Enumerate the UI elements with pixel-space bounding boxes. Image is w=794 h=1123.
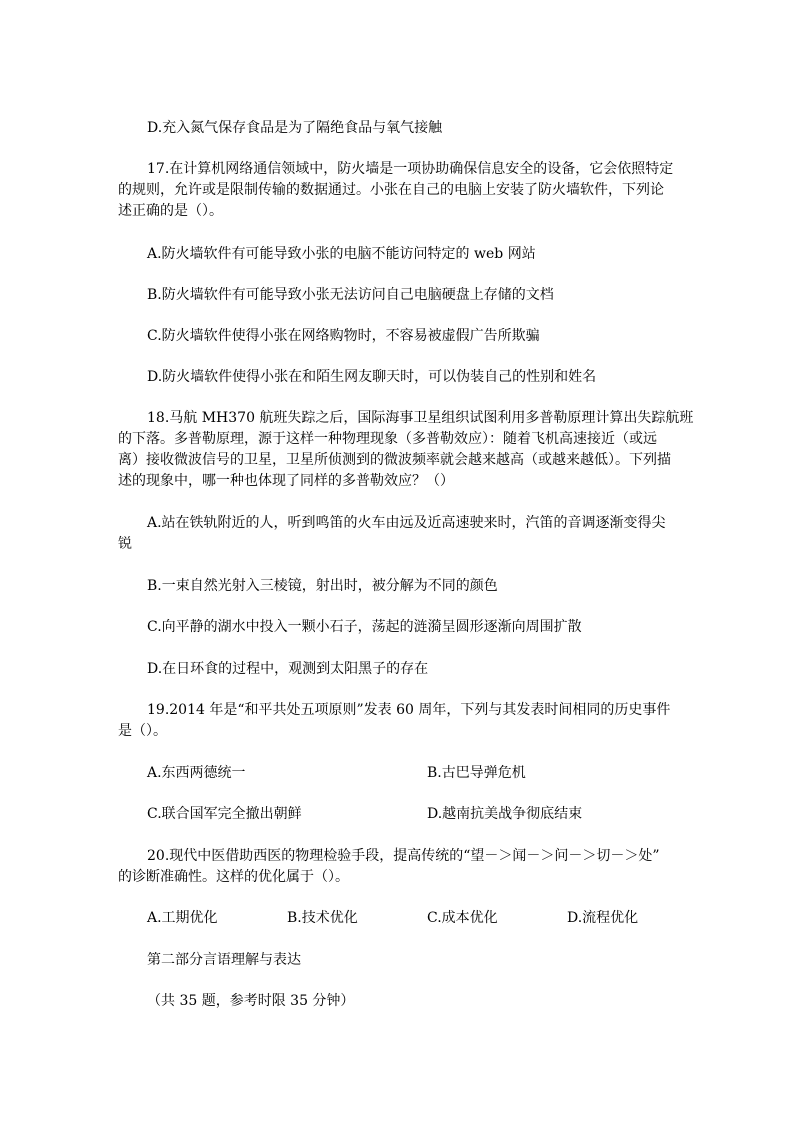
q17-stem-line-2: 的规则，允许或是限制传输的数据通过。小张在自己的电脑上安装了防火墙软件，下列论 bbox=[118, 182, 664, 198]
q18-option-d: D.在日环食的过程中，观测到太阳黑子的存在 bbox=[147, 661, 429, 677]
q18-option-a-line-1: A.站在铁轨附近的人，听到鸣笛的火车由远及近高速驶来时，汽笛的音调逐渐变得尖 bbox=[147, 515, 666, 531]
q19-option-d: D.越南抗美战争彻底结束 bbox=[427, 806, 583, 822]
q16-option-d: D.充入氮气保存食品是为了隔绝食品与氧气接触 bbox=[147, 120, 443, 136]
q17-option-a: A.防火墙软件有可能导致小张的电脑不能访问特定的 web 网站 bbox=[147, 246, 536, 262]
q19-option-c: C.联合国军完全撤出朝鲜 bbox=[147, 806, 302, 822]
q20-option-d: D.流程优化 bbox=[567, 910, 639, 926]
q20-option-a: A.工期优化 bbox=[147, 910, 218, 926]
part2-note: （共 35 题，参考时限 35 分钟） bbox=[147, 993, 355, 1009]
q17-option-c: C.防火墙软件使得小张在网络购物时，不容易被虚假广告所欺骗 bbox=[147, 328, 540, 344]
q19-option-b: B.古巴导弹危机 bbox=[427, 765, 526, 781]
q18-stem-line-1: 18.马航 MH370 航班失踪之后，国际海事卫星组织试图利用多普勒原理计算出失踪航班 bbox=[147, 410, 694, 426]
q19-stem-line-1: 19.2014 年是“和平共处五项原则”发表 60 周年，下列与其发表时间相同的历史事件 bbox=[147, 702, 671, 718]
q18-option-b: B.一束自然光射入三棱镜，射出时，被分解为不同的颜色 bbox=[147, 578, 498, 594]
q18-stem-line-3: 离）接收微波信号的卫星，卫星所侦测到的微波频率就会越来越高（或越来越低）。下列描 bbox=[118, 452, 671, 468]
q19-option-a: A.东西两德统一 bbox=[147, 765, 246, 781]
q18-stem-line-4: 述的现象中，哪一种也体现了同样的多普勒效应？（） bbox=[118, 473, 454, 489]
q17-stem-line-1: 17.在计算机网络通信领域中，防火墙是一项协助确保信息安全的设备，它会依照特定 bbox=[147, 161, 674, 177]
q20-stem-line-2: 的诊断准确性。这样的优化属于（）。 bbox=[118, 869, 349, 885]
q18-option-c: C.向平静的湖水中投入一颗小石子，荡起的涟漪呈圆形逐渐向周围扩散 bbox=[147, 619, 582, 635]
q18-stem-line-2: 的下落。多普勒原理，源于这样一种物理现象（多普勒效应）：随着飞机高速接近（或远 bbox=[118, 431, 657, 447]
part2-title: 第二部分言语理解与表达 bbox=[147, 952, 301, 968]
q18-option-a-line-2: 锐 bbox=[118, 536, 132, 552]
q20-option-c: C.成本优化 bbox=[427, 910, 498, 926]
q17-option-b: B.防火墙软件有可能导致小张无法访问自己电脑硬盘上存储的文档 bbox=[147, 287, 554, 303]
q17-option-d: D.防火墙软件使得小张在和陌生网友聊天时，可以伪装自己的性别和姓名 bbox=[147, 369, 597, 385]
q20-stem-line-1: 20.现代中医借助西医的物理检验手段，提高传统的“望－＞闻－＞问－＞切－＞处” bbox=[147, 848, 660, 864]
q20-option-b: B.技术优化 bbox=[287, 910, 358, 926]
q17-stem-line-3: 述正确的是（）。 bbox=[118, 203, 223, 219]
q19-stem-line-2: 是（）。 bbox=[118, 723, 167, 739]
